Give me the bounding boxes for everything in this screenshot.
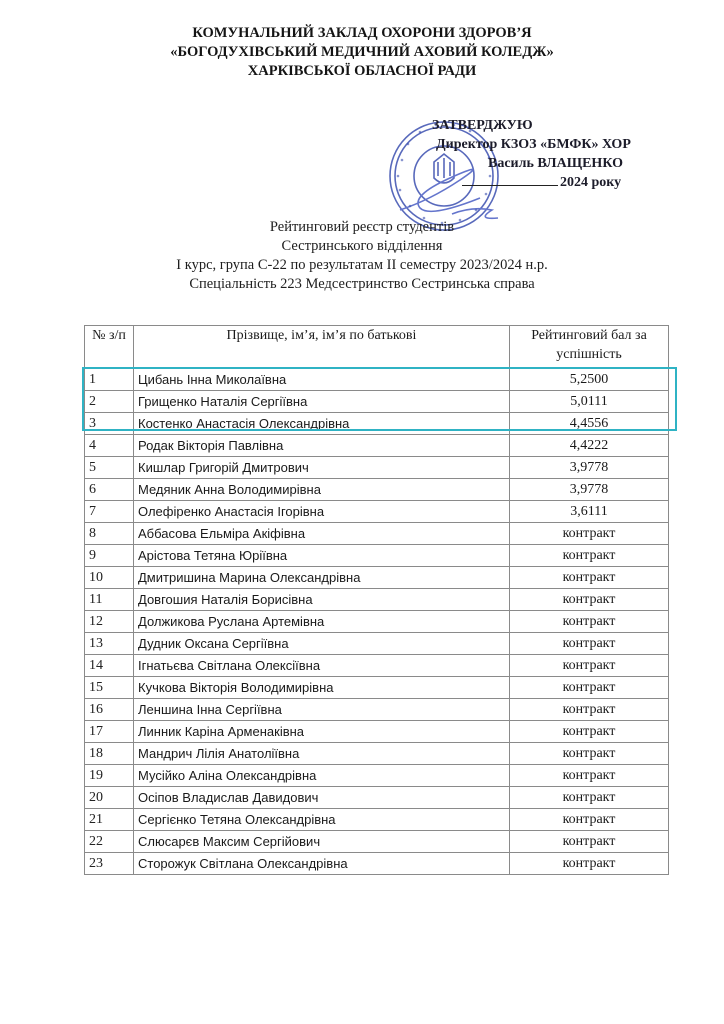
rating-table xyxy=(84,325,669,875)
title-line-4: Спеціальність 223 Медсестринство Сестринська справа xyxy=(189,276,535,292)
row-number: 23 xyxy=(85,853,134,875)
row-number: 21 xyxy=(85,809,134,831)
student-name: Родак Вікторія Павлівна xyxy=(134,435,510,457)
student-name: Осіпов Владислав Давидович xyxy=(134,787,510,809)
student-name: Леншина Інна Сергіївна xyxy=(134,699,510,721)
table-row xyxy=(85,787,669,809)
rating-score: контракт xyxy=(510,743,669,765)
title-line-1: Рейтинговий реєстр студентів xyxy=(269,219,455,235)
table-row xyxy=(85,391,669,413)
header-line-1: КОМУНАЛЬНИЙ ЗАКЛАД ОХОРОНИ ЗДОРОВ’Я xyxy=(192,25,532,41)
row-number: 15 xyxy=(85,677,134,699)
row-number: 3 xyxy=(85,413,134,435)
student-name: Цибань Інна Миколаївна xyxy=(134,369,510,391)
student-name: Довгошия Наталія Борисівна xyxy=(134,589,510,611)
row-number: 13 xyxy=(85,633,134,655)
table-row xyxy=(85,457,669,479)
table-row xyxy=(85,655,669,677)
row-number: 8 xyxy=(85,523,134,545)
row-number: 22 xyxy=(85,831,134,853)
row-number: 7 xyxy=(85,501,134,523)
row-number: 2 xyxy=(85,391,134,413)
rating-score: контракт xyxy=(510,699,669,721)
row-number: 17 xyxy=(85,721,134,743)
table-row xyxy=(85,677,669,699)
approval-position: Директор КЗОЗ «БМФК» ХОР xyxy=(436,137,631,152)
student-name: Сторожук Світлана Олександрівна xyxy=(134,853,510,875)
approval-block xyxy=(404,116,704,192)
header-name: Прізвище, ім’я, ім’я по батькові xyxy=(134,326,510,369)
rating-score: контракт xyxy=(510,567,669,589)
table-row xyxy=(85,501,669,523)
approval-date-line xyxy=(404,173,704,192)
table-row xyxy=(85,567,669,589)
table-row xyxy=(85,479,669,501)
table-row xyxy=(85,853,669,875)
title-line-2: Сестринського відділення xyxy=(281,238,443,254)
rating-score: 5,2500 xyxy=(510,369,669,391)
rating-score: контракт xyxy=(510,765,669,787)
row-number: 19 xyxy=(85,765,134,787)
rating-score: 3,6111 xyxy=(510,501,669,523)
student-name: Слюсарєв Максим Сергійович xyxy=(134,831,510,853)
approval-year: 2024 року xyxy=(560,175,622,190)
table-row xyxy=(85,765,669,787)
rating-score: 3,9778 xyxy=(510,479,669,501)
table-row xyxy=(85,523,669,545)
table-row xyxy=(85,699,669,721)
student-name: Должикова Руслана Артемівна xyxy=(134,611,510,633)
row-number: 5 xyxy=(85,457,134,479)
rating-score: контракт xyxy=(510,589,669,611)
table-row xyxy=(85,545,669,567)
row-number: 11 xyxy=(85,589,134,611)
student-name: Костенко Анастасія Олександрівна xyxy=(134,413,510,435)
student-name: Сергієнко Тетяна Олександрівна xyxy=(134,809,510,831)
rating-score: контракт xyxy=(510,523,669,545)
header-score: Рейтинговий бал за успішність xyxy=(510,326,669,369)
student-name: Линник Каріна Арменаківна xyxy=(134,721,510,743)
table-row xyxy=(85,809,669,831)
rating-score: контракт xyxy=(510,809,669,831)
rating-score: 5,0111 xyxy=(510,391,669,413)
institution-header xyxy=(0,24,724,81)
row-number: 12 xyxy=(85,611,134,633)
table-row xyxy=(85,831,669,853)
student-name: Арістова Тетяна Юріївна xyxy=(134,545,510,567)
row-number: 10 xyxy=(85,567,134,589)
student-name: Мандрич Лілія Анатоліївна xyxy=(134,743,510,765)
rating-score: 4,4556 xyxy=(510,413,669,435)
rating-score: 3,9778 xyxy=(510,457,669,479)
rating-score: контракт xyxy=(510,655,669,677)
student-name: Медяник Анна Володимирівна xyxy=(134,479,510,501)
table-row xyxy=(85,611,669,633)
student-name: Ігнатьєва Світлана Олексіївна xyxy=(134,655,510,677)
approval-signatory: Василь ВЛАЩЕНКО xyxy=(488,156,624,171)
table-row xyxy=(85,633,669,655)
student-name: Дудник Оксана Сергіївна xyxy=(134,633,510,655)
header-line-3: ХАРКІВСЬКОЇ ОБЛАСНОЇ РАДИ xyxy=(247,63,477,79)
student-name: Олефіренко Анастасія Ігорівна xyxy=(134,501,510,523)
document-title xyxy=(0,218,724,294)
table-row xyxy=(85,589,669,611)
table-row xyxy=(85,413,669,435)
row-number: 1 xyxy=(85,369,134,391)
student-name: Мусійко Аліна Олександрівна xyxy=(134,765,510,787)
approval-heading: ЗАТВЕРДЖУЮ xyxy=(432,118,533,133)
header-number: № з/п xyxy=(85,326,134,369)
title-line-3: І курс, група С-22 по результатам ІІ семестру 2023/2024 н.р. xyxy=(176,257,548,273)
student-name: Грищенко Наталія Сергіївна xyxy=(134,391,510,413)
rating-score: контракт xyxy=(510,633,669,655)
rating-score: контракт xyxy=(510,787,669,809)
row-number: 20 xyxy=(85,787,134,809)
row-number: 6 xyxy=(85,479,134,501)
row-number: 14 xyxy=(85,655,134,677)
table-row xyxy=(85,435,669,457)
date-blank xyxy=(462,185,558,186)
rating-score: контракт xyxy=(510,721,669,743)
row-number: 9 xyxy=(85,545,134,567)
table-row xyxy=(85,743,669,765)
rating-score: контракт xyxy=(510,611,669,633)
rating-score: контракт xyxy=(510,677,669,699)
row-number: 16 xyxy=(85,699,134,721)
student-name: Аббасова Ельміра Акіфівна xyxy=(134,523,510,545)
row-number: 18 xyxy=(85,743,134,765)
student-name: Кишлар Григорій Дмитрович xyxy=(134,457,510,479)
table-row xyxy=(85,721,669,743)
row-number: 4 xyxy=(85,435,134,457)
rating-score: контракт xyxy=(510,831,669,853)
student-name: Кучкова Вікторія Володимирівна xyxy=(134,677,510,699)
student-name: Дмитришина Марина Олександрівна xyxy=(134,567,510,589)
header-line-2: «БОГОДУХІВСЬКИЙ МЕДИЧНИЙ АХОВИЙ КОЛЕДЖ» xyxy=(170,44,554,60)
rating-score: контракт xyxy=(510,853,669,875)
table-header-row xyxy=(85,326,669,369)
rating-score: 4,4222 xyxy=(510,435,669,457)
rating-score: контракт xyxy=(510,545,669,567)
table-row xyxy=(85,369,669,391)
